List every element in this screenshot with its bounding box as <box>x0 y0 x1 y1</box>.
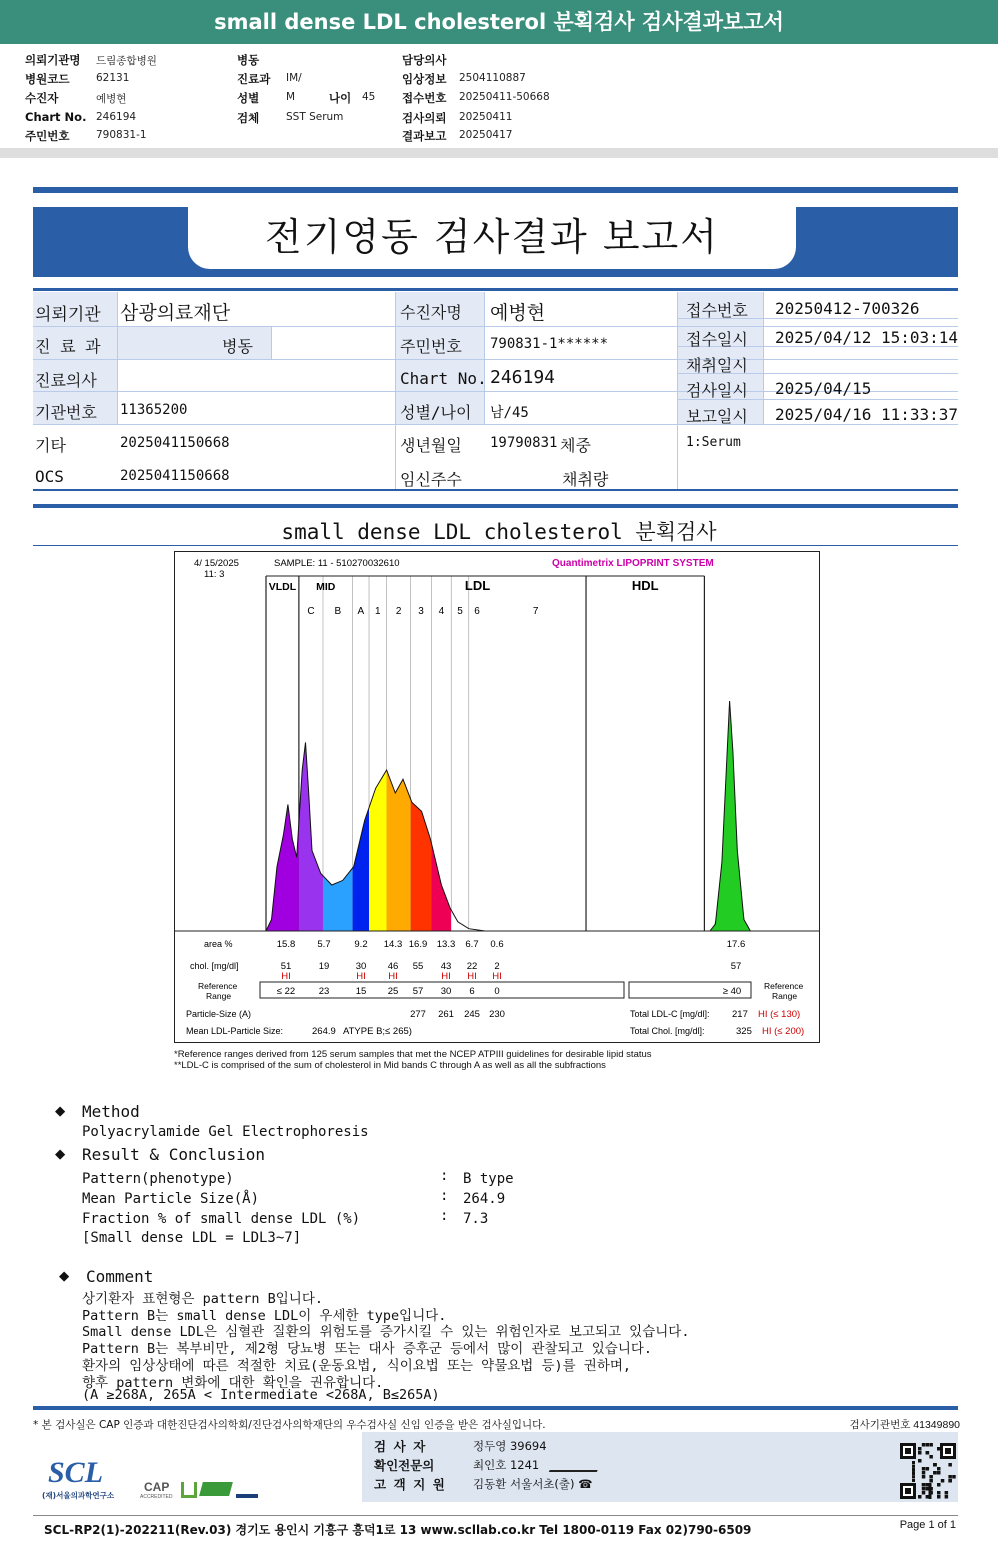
qr-module <box>922 1475 926 1479</box>
qr-module <box>918 1459 922 1463</box>
footer-line <box>33 1515 958 1516</box>
hi-flag: HI <box>492 971 502 982</box>
qr-module <box>929 1479 933 1483</box>
qr-module <box>929 1496 932 1499</box>
chol-value: 55 <box>412 961 424 972</box>
particle-value: 230 <box>489 1009 505 1020</box>
ref-right-1: Reference <box>764 981 804 991</box>
area-value: 16.9 <box>408 939 428 950</box>
report-header: small dense LDL cholesterol 분획검사 검사결과보고서 <box>0 0 998 44</box>
qr-module <box>937 1447 941 1451</box>
band-label: 7 <box>532 606 539 617</box>
staff-box <box>362 1432 958 1502</box>
chol-value: 2 <box>494 961 500 972</box>
qr-module <box>905 1448 911 1454</box>
particle-label: Particle-Size (A) <box>186 1009 252 1019</box>
qr-module <box>929 1475 933 1479</box>
table-cell-rrn-value: 790831-1****** <box>490 336 609 352</box>
cap-logo-sub: ACCREDITED <box>140 1494 173 1500</box>
qr-module <box>918 1447 922 1451</box>
qr-module <box>912 1461 915 1464</box>
qr-code-icon <box>900 1443 956 1499</box>
qr-module <box>912 1472 915 1475</box>
comment-line: Small dense LDL은 심혈관 질환의 위험도를 증가시킬 수 있는 위험인자로 보고되고 있습니다. <box>82 1324 690 1341</box>
report-title: 전기영동 검사결과 보고서 <box>188 207 796 269</box>
info-value: 드림종합병원 <box>96 55 157 67</box>
total-ldlc-value: 217 <box>732 1009 748 1020</box>
info-value: 2504110887 <box>459 72 526 84</box>
qr-module <box>952 1475 956 1479</box>
table-cell-collect-label: 채취일시 <box>686 356 748 375</box>
table-cell-etc-value: 2025041150668 <box>120 435 230 451</box>
info-label: 의뢰기관명 <box>25 53 81 67</box>
qr-module <box>922 1483 926 1487</box>
certification-notice: * 본 검사실은 CAP 인증과 대한진단검사의학회/진단검사의학재단의 우수검사실 신임 인증을 받은 검사실입니다. <box>33 1419 546 1431</box>
qr-module <box>929 1443 933 1447</box>
ref-value: 25 <box>387 986 399 997</box>
comment-line: 상기환자 표현형은 pattern B입니다. <box>82 1291 323 1307</box>
section-title: small dense LDL cholesterol 분획검사 <box>281 520 717 544</box>
info-label: 검체 <box>237 111 260 125</box>
qr-module <box>922 1443 926 1447</box>
group-label: MID <box>316 581 336 593</box>
qr-module <box>929 1493 932 1496</box>
ref-label-2: Range <box>206 991 232 1001</box>
hdl-area-value: 17.6 <box>726 939 746 950</box>
bullet-diamond-icon: ◆ <box>55 1144 66 1164</box>
info-label: 주민번호 <box>25 129 70 143</box>
band-fill-5 <box>387 770 411 931</box>
qr-module <box>929 1483 932 1486</box>
qr-module <box>912 1468 915 1471</box>
bullet-diamond-icon: ◆ <box>55 1101 66 1121</box>
qr-module <box>926 1451 930 1455</box>
result-label: Pattern(phenotype) <box>82 1171 234 1187</box>
qr-module <box>945 1495 949 1499</box>
table-cell-dept-label: 진 료 과 <box>35 337 101 356</box>
page-number: Page 1 of 1 <box>899 1519 956 1531</box>
band-label: A <box>357 606 365 617</box>
mean-value: 264.9 <box>312 1026 336 1037</box>
qr-module <box>933 1463 937 1467</box>
info-value: 45 <box>362 91 376 103</box>
result-value: B type <box>463 1171 514 1187</box>
nrsb-logo-icon <box>236 1480 258 1498</box>
comment-line: 환자의 임상상태에 따른 적절한 치료(운동요법, 식이요법 또는 약물요법 등)를 권하며, <box>82 1357 632 1374</box>
table-bottom-rule <box>33 489 958 491</box>
qr-module <box>926 1443 930 1447</box>
total-chol-label: Total Chol. [mg/dl]: <box>630 1026 705 1036</box>
table-cell-org-label: 기관번호 <box>35 403 97 422</box>
table-cell-inst-value: 삼광의료재단 <box>120 302 231 324</box>
info-value: 예병현 <box>96 93 127 105</box>
area-value: 13.3 <box>436 939 456 950</box>
eqa-logo-icon <box>199 1482 233 1496</box>
hi-flag: HI <box>467 971 477 982</box>
result-colon: : <box>440 1208 449 1224</box>
comment-line: 향후 pattern 변화에 대한 확인을 권유합니다. <box>82 1374 384 1391</box>
ref-value: 15 <box>355 986 367 997</box>
chol-value: 51 <box>280 961 292 972</box>
signature-mark <box>549 1454 605 1472</box>
result-colon: : <box>440 1168 449 1184</box>
chol-value: 30 <box>355 961 367 972</box>
table-cell-weight-label: 체중 <box>560 436 591 455</box>
table-cell-specimen: 1:Serum <box>686 435 741 450</box>
total-ldlc-label: Total LDL-C [mg/dl]: <box>630 1009 710 1019</box>
chol-label: chol. [mg/dl] <box>190 961 239 971</box>
table-cell-volume-label: 채취량 <box>562 470 609 489</box>
table-cell-report-date-value: 2025/04/16 11:33:37 <box>775 405 959 424</box>
qr-module <box>937 1495 941 1499</box>
qr-module <box>945 1448 951 1454</box>
table-cell-dob-label: 생년월일 <box>400 436 462 455</box>
table-grid-line <box>677 292 678 489</box>
chart-time: 11: 3 <box>204 569 225 580</box>
ref-value: 0 <box>494 986 500 997</box>
band-label: 3 <box>418 606 424 617</box>
group-label: LDL <box>464 578 491 593</box>
qr-module <box>926 1467 930 1471</box>
staff-value: 정두영 39694 <box>473 1439 547 1453</box>
qr-module <box>929 1489 932 1492</box>
info-label: 성별 <box>237 91 260 105</box>
qr-module <box>912 1479 915 1482</box>
table-cell-sexage-value: 남/45 <box>490 405 529 421</box>
scl-logo-subtitle: (재)서울의과학연구소 <box>42 1491 115 1500</box>
bullet-diamond-icon: ◆ <box>59 1266 70 1286</box>
table-cell-receipt-value: 20250412-700326 <box>775 299 920 318</box>
method-text: Polyacrylamide Gel Electrophoresis <box>82 1124 369 1140</box>
result-label: Fraction % of small dense LDL (%) <box>82 1211 361 1227</box>
info-value: M <box>286 91 296 103</box>
info-label: 수진자 <box>25 91 59 105</box>
result-note: [Small dense LDL = LDL3~7] <box>82 1230 302 1246</box>
info-label: 병동 <box>237 53 260 67</box>
table-cell-etc-label: 기타 <box>35 436 66 455</box>
mean-label: Mean LDL-Particle Size: <box>186 1026 284 1036</box>
hi-flag: HI <box>281 971 291 982</box>
comment-line: Pattern B는 복부비만, 제2형 당뇨병 또는 대사 증후군 등에서 많이 관찰되고 있습니다. <box>82 1341 653 1358</box>
info-value: SST Serum <box>286 111 344 123</box>
result-value: 7.3 <box>463 1211 489 1227</box>
table-grid-line <box>33 424 958 425</box>
group-label: VLDL <box>268 581 297 593</box>
band-label: 2 <box>395 606 402 617</box>
table-cell-dob-value: 19790831 <box>490 435 558 451</box>
cert-logo-icon <box>181 1482 197 1498</box>
info-label: 임상정보 <box>402 72 447 86</box>
info-value: IM/ <box>286 72 302 84</box>
table-cell-test-date-label: 검사일시 <box>686 381 748 400</box>
table-cell-recv-date-label: 접수일시 <box>686 330 748 349</box>
table-grid-line <box>763 292 764 424</box>
hdl-chol-value: 57 <box>730 961 742 972</box>
particle-value: 245 <box>464 1009 480 1020</box>
qr-module <box>922 1467 926 1471</box>
qr-module <box>933 1471 937 1475</box>
qr-module <box>905 1488 911 1494</box>
ref-value: 57 <box>412 986 424 997</box>
atype-label: ATYPE B;≤ 265) <box>343 1026 412 1037</box>
table-top-rule <box>33 288 958 291</box>
table-cell-report-date-label: 보고일시 <box>686 407 748 426</box>
band-label: C <box>307 606 315 617</box>
chart-title: Quantimetrix LIPOPRINT SYSTEM <box>552 558 714 569</box>
qr-module <box>918 1451 922 1455</box>
info-value: 246194 <box>96 111 137 123</box>
band-label: B <box>334 606 342 617</box>
table-cell-org-value: 11365200 <box>120 402 188 418</box>
result-label: Mean Particle Size(Å) <box>82 1191 260 1207</box>
qr-module <box>937 1467 941 1471</box>
table-grid-line <box>484 292 485 424</box>
ref-right-2: Range <box>772 991 798 1001</box>
qr-module <box>912 1465 915 1468</box>
qr-module <box>929 1486 932 1489</box>
table-cell-chart-label: Chart No. <box>400 369 487 388</box>
table-cell-recv-date-value: 2025/04/12 15:03:14 <box>775 328 959 347</box>
ref-value: 6 <box>469 986 475 997</box>
info-value: 62131 <box>96 72 130 84</box>
table-cell-patient-label: 수진자명 <box>400 303 462 322</box>
table-cell-doctor-label: 진료의사 <box>35 371 97 390</box>
info-label: 접수번호 <box>402 91 447 105</box>
band-label: 5 <box>457 606 463 617</box>
hi-flag: HI <box>356 971 366 982</box>
table-cell-chart-value: 246194 <box>490 367 556 388</box>
electrophoresis-chart <box>174 551 820 1043</box>
table-cell-rrn-label: 주민번호 <box>400 337 462 356</box>
table-cell-ocs-label: OCS <box>35 467 64 486</box>
section-rule-top <box>33 504 958 508</box>
chart-date: 4/ 15/2025 <box>194 558 239 569</box>
chart-sample: SAMPLE: 11 - 510270032610 <box>274 558 400 569</box>
chol-value: 22 <box>466 961 478 972</box>
total-chol-value: 325 <box>736 1026 752 1037</box>
info-value: 20250411 <box>459 111 513 123</box>
table-cell-receipt-label: 접수번호 <box>686 301 748 320</box>
cap-logo: CAP <box>144 1480 170 1494</box>
ref-hdl-value: ≥ 40 <box>722 986 742 997</box>
area-value: 5.7 <box>317 939 331 950</box>
qr-module <box>912 1475 915 1478</box>
band-label: 1 <box>375 606 381 617</box>
band-label: 4 <box>438 606 445 617</box>
table-grid-line <box>395 292 396 489</box>
area-value: 14.3 <box>383 939 403 950</box>
staff-value: 최인호 1241 <box>473 1458 540 1472</box>
table-cell-preg-label: 임신주수 <box>400 470 462 489</box>
particle-value: 261 <box>438 1009 454 1020</box>
table-grid-line <box>33 326 958 327</box>
staff-value: 김동환 서울서초(출) ☎ <box>473 1477 593 1491</box>
method-title: Method <box>82 1102 140 1121</box>
band-label: 6 <box>474 606 480 617</box>
qr-module <box>948 1475 952 1479</box>
table-cell-patient-value: 예병현 <box>490 302 546 324</box>
qr-module <box>945 1491 949 1495</box>
info-label: 나이 <box>329 91 352 105</box>
footer-address: SCL-RP2(1)-202211(Rev.03) 경기도 용인시 기흥구 흥덕1로 13 www.scllab.co.kr Tel 1800-0119 Fax 02)790-6509 <box>44 1523 752 1537</box>
table-grid-line <box>117 292 118 424</box>
info-shadow <box>0 148 998 158</box>
area-value: 6.7 <box>465 939 479 950</box>
ref-label-1: Reference <box>198 981 238 991</box>
comment-line: Pattern B는 small dense LDL이 우세한 type입니다. <box>82 1307 447 1324</box>
lab-number: 검사기관번호 41349890 <box>849 1419 960 1431</box>
hi-flag: HI <box>441 971 451 982</box>
table-cell-ward-label: 병동 <box>222 337 253 356</box>
total-chol-ref: HI (≤ 200) <box>762 1026 805 1037</box>
area-label: area % <box>204 939 233 949</box>
scl-logo: SCL <box>48 1456 104 1489</box>
section-rule-bottom <box>33 545 958 546</box>
footnote-2: **LDL-C is comprised of the sum of cholesterol in Mid bands C through A as well as all the subfractions <box>174 1060 606 1071</box>
qr-module <box>918 1495 922 1499</box>
ref-value: 30 <box>440 986 452 997</box>
qr-module <box>941 1479 945 1483</box>
area-value: 9.2 <box>354 939 368 950</box>
info-value: 20250411-50668 <box>459 91 550 103</box>
qr-module <box>922 1487 926 1491</box>
table-grid-line <box>33 359 958 360</box>
staff-label: 검 사 자 <box>374 1439 426 1454</box>
staff-label: 고 객 지 원 <box>374 1477 445 1492</box>
result-colon: : <box>440 1188 449 1204</box>
qr-module <box>937 1491 941 1495</box>
footer-rule <box>33 1406 958 1410</box>
qr-module <box>929 1455 933 1459</box>
group-label: HDL <box>631 578 659 593</box>
ref-value: 23 <box>318 986 330 997</box>
hi-flag: HI <box>388 971 398 982</box>
qr-module <box>948 1479 952 1483</box>
table-cell-ocs-value: 2025041150668 <box>120 468 230 484</box>
particle-value: 277 <box>410 1009 426 1020</box>
top-rule <box>33 187 958 193</box>
info-label: Chart No. <box>25 110 87 124</box>
qr-module <box>937 1471 941 1475</box>
ref-value: ≤ 22 <box>276 986 296 997</box>
staff-label: 확인전문의 <box>374 1458 435 1473</box>
info-label: 결과보고 <box>402 129 447 143</box>
footnote-1: *Reference ranges derived from 125 serum samples that met the NCEP ATPIII guidelines for desirable lipid status <box>174 1049 652 1060</box>
table-cell-inst-label: 의뢰기관 <box>35 305 101 325</box>
qr-module <box>922 1491 926 1495</box>
table-cell-sexage-label: 성별/나이 <box>400 403 472 422</box>
result-title: Result & Conclusion <box>82 1145 266 1164</box>
chol-value: 43 <box>440 961 452 972</box>
info-label: 담당의사 <box>402 53 447 67</box>
info-label: 진료과 <box>237 72 271 86</box>
chol-value: 46 <box>387 961 399 972</box>
area-value: 0.6 <box>490 939 504 950</box>
table-grid-line <box>271 326 272 359</box>
qr-module <box>948 1463 952 1467</box>
qr-module <box>922 1471 926 1475</box>
qr-module <box>937 1483 941 1487</box>
chol-value: 19 <box>318 961 330 972</box>
info-value: 790831-1 <box>96 129 147 141</box>
table-cell-test-date-value: 2025/04/15 <box>775 379 872 398</box>
info-label: 검사의뢰 <box>402 111 447 125</box>
area-value: 15.8 <box>276 939 296 950</box>
total-ldlc-ref: HI (≤ 130) <box>758 1009 801 1020</box>
result-value: 264.9 <box>463 1191 506 1207</box>
info-label: 병원코드 <box>25 72 70 86</box>
comment-line: (A ≥268A, 265A < Intermediate <268A, B≤265A) <box>82 1387 440 1404</box>
comment-title: Comment <box>86 1267 154 1286</box>
info-value: 20250417 <box>459 129 513 141</box>
